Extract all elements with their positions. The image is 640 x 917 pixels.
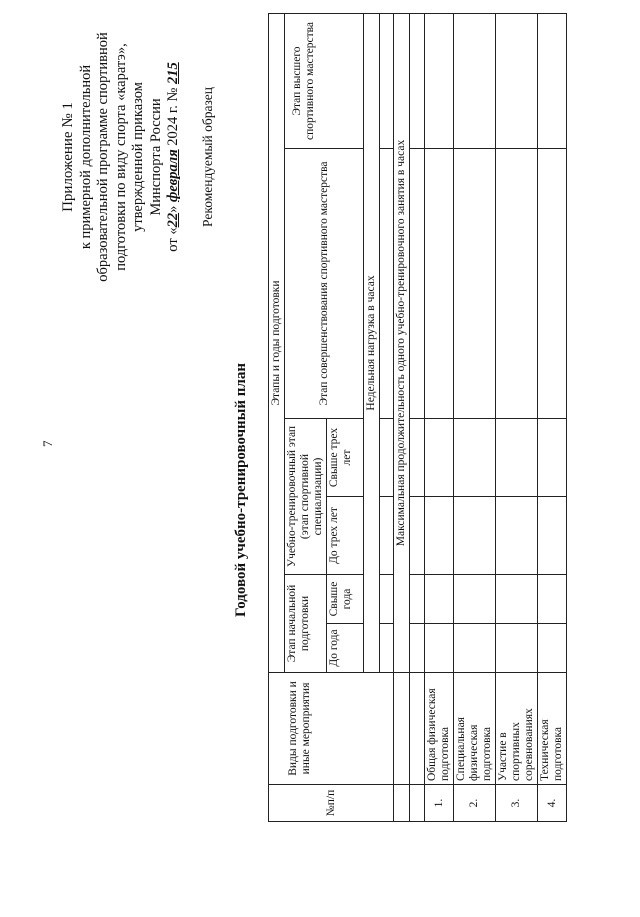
table-row xyxy=(538,14,567,822)
appendix-line: Минспорта России xyxy=(147,98,164,216)
table-row xyxy=(454,14,496,822)
page-number: 7 xyxy=(40,440,55,447)
row-name: Техническая подготовка xyxy=(538,673,567,785)
document-title: Годовой учебно-тренировочный план xyxy=(233,363,249,617)
table-cell xyxy=(410,785,425,822)
table-cell xyxy=(410,419,425,497)
table-cell xyxy=(394,785,410,822)
appendix-line: образовательной программе спортивной xyxy=(95,32,111,282)
table-cell xyxy=(380,14,394,149)
table-cell xyxy=(380,497,394,575)
header-stage-training: Учебно-тренировочный этап (этап спортивной специализации) xyxy=(285,419,327,575)
header-kinds: Виды подготовки и иные мероприятия xyxy=(269,673,394,785)
table-cell xyxy=(496,497,538,575)
table-cell xyxy=(454,149,496,419)
recommended-sample-label: Рекомендуемый образец xyxy=(200,86,215,227)
row-name: Участие в спортивных соревнованиях xyxy=(496,673,538,785)
header-up-to-three: До трех лет xyxy=(327,497,364,575)
table-cell xyxy=(394,673,410,785)
header-stages: Этапы и годы подготовки xyxy=(269,14,285,673)
table-cell xyxy=(380,624,394,673)
table-cell xyxy=(410,575,425,624)
table-cell xyxy=(538,149,567,419)
header-over-year: Свыше года xyxy=(327,575,364,624)
table-cell xyxy=(496,149,538,419)
table-cell xyxy=(410,497,425,575)
table-cell xyxy=(454,624,496,673)
header-num: №п/п xyxy=(269,785,394,822)
row-num: 2. xyxy=(454,785,496,822)
table-cell xyxy=(538,419,567,497)
table-cell xyxy=(454,14,496,149)
weekly-load-label: Недельная нагрузка в часах xyxy=(364,14,380,673)
row-num: 3. xyxy=(496,785,538,822)
row-name: Специальная физическая подготовка xyxy=(454,673,496,785)
table-cell xyxy=(496,624,538,673)
table-row xyxy=(425,14,454,822)
table-cell xyxy=(454,497,496,575)
header-stage-highest: Этап высшего спортивного мастерства xyxy=(285,14,364,149)
table-cell xyxy=(410,624,425,673)
appendix-block xyxy=(60,7,183,307)
max-duration-label: Максимальная продолжительность одного учебно-тренировочного занятия в часах xyxy=(394,14,410,673)
date-year: 2024 г. № xyxy=(165,84,181,150)
table-cell xyxy=(425,14,454,149)
table-cell xyxy=(538,14,567,149)
table-cell xyxy=(454,419,496,497)
doc-number: 215 xyxy=(165,62,181,85)
table-cell xyxy=(380,419,394,497)
table-cell xyxy=(425,497,454,575)
table-cell xyxy=(425,149,454,419)
row-num: 4. xyxy=(538,785,567,822)
table-cell xyxy=(410,14,425,149)
header-stage-perfection: Этап совершенствования спортивного мастерства xyxy=(285,149,364,419)
date-month: февраля xyxy=(165,149,181,203)
row-name: Общая физическая подготовка xyxy=(425,673,454,785)
table-cell xyxy=(425,624,454,673)
table-row xyxy=(496,14,538,822)
appendix-date-line xyxy=(165,7,183,307)
table-cell xyxy=(496,575,538,624)
table-cell xyxy=(380,149,394,419)
table-cell xyxy=(425,419,454,497)
training-plan-table xyxy=(268,13,567,822)
table-cell xyxy=(410,673,425,785)
table-cell xyxy=(410,149,425,419)
appendix-title: Приложение № 1 xyxy=(60,102,76,212)
table-cell xyxy=(425,575,454,624)
date-day: 22 xyxy=(165,212,181,228)
header-over-three: Свыше трех лет xyxy=(327,419,364,497)
table-cell xyxy=(538,497,567,575)
header-stage-initial: Этап начальной подготовки xyxy=(285,575,327,673)
table-cell xyxy=(454,575,496,624)
table-cell xyxy=(496,419,538,497)
appendix-line: подготовки по виду спорта «каратэ», xyxy=(112,43,129,271)
table-cell xyxy=(538,575,567,624)
date-prefix: от « xyxy=(165,227,181,252)
row-num: 1. xyxy=(425,785,454,822)
date-mid: » xyxy=(165,202,181,213)
appendix-line: утвержденной приказом xyxy=(130,82,146,232)
header-up-to-year: До года xyxy=(327,624,364,673)
table-cell xyxy=(538,624,567,673)
table-cell xyxy=(380,575,394,624)
table-cell xyxy=(496,14,538,149)
appendix-line: к примерной дополнительной xyxy=(77,64,94,250)
